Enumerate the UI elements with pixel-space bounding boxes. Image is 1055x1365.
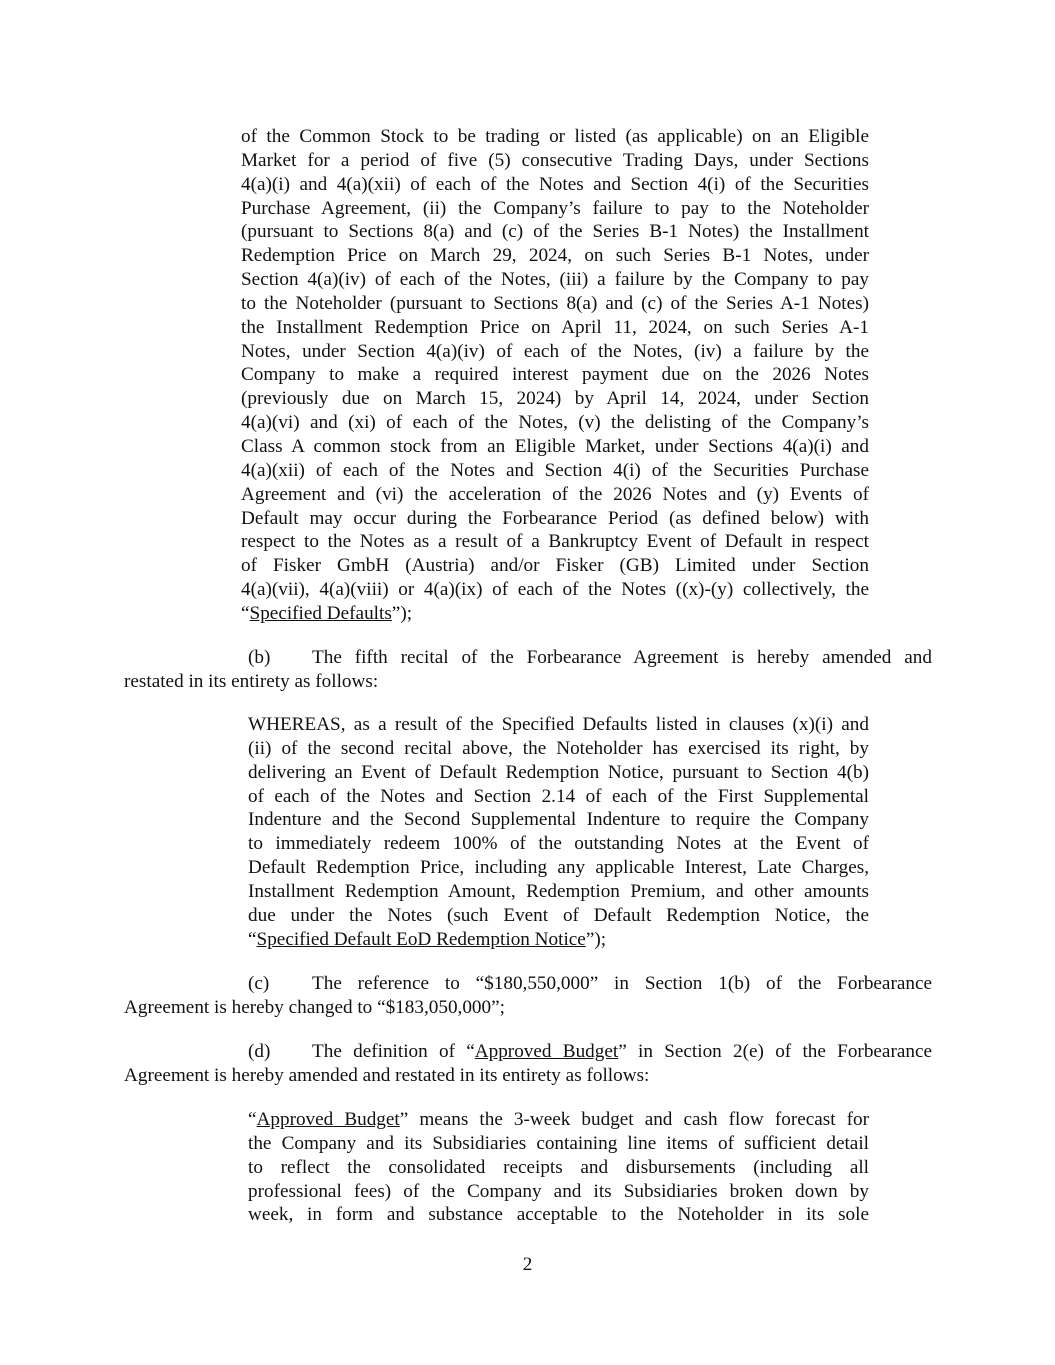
text-line: 4(a)(xii) of each of the Notes and Section 4(i) of the Securities Purchase (241, 459, 869, 481)
text-line: professional fees) of the Company and its Subsidiaries broken down by (248, 1180, 869, 1202)
text-line: Market for a period of five (5) consecutive Trading Days, under Sections (241, 149, 869, 171)
defined-term-approved-budget: Approved Budget (256, 1109, 400, 1130)
text-line: the Company and its Subsidiaries containing line items of sufficient detail (248, 1132, 869, 1154)
close-quote: ”); (585, 928, 607, 950)
text-line: 4(a)(vi) and (xi) of each of the Notes, (v) the delisting of the Company’s (241, 412, 869, 434)
text-line: Default Redemption Price, including any applicable Interest, Late Charges, (248, 857, 869, 879)
text-line: Agreement is hereby changed to “$183,050,000”; (124, 996, 505, 1018)
paragraph-text: The reference to “$180,550,000” in Section 1(b) of the Forbearance (312, 973, 932, 994)
text-line: Purchase Agreement, (ii) the Company’s failure to pay to the Noteholder (241, 197, 869, 219)
text-line: 4(a)(vii), 4(a)(viii) or 4(a)(ix) of each of the Notes ((x)-(y) collectively, the (241, 579, 869, 601)
paragraph-d (124, 1040, 932, 1088)
paragraph-c (124, 972, 932, 1020)
close-quote: ”); (391, 602, 413, 624)
text-line (248, 928, 869, 952)
open-quote: “ (241, 602, 250, 624)
text-line: due under the Notes (such Event of Default Redemption Notice, the (248, 904, 869, 926)
paragraph-label: (b) (248, 647, 271, 668)
text-line: of each of the Notes and Section 2.14 of each of the First Supplemental (248, 785, 869, 807)
definition-text: ” means the 3-week budget and cash flow forecast for (399, 1109, 869, 1130)
text-line: (pursuant to Sections 8(a) and (c) of the Series B-1 Notes) the Installment (241, 221, 869, 243)
text-line: Installment Redemption Amount, Redemption Premium, and other amounts (248, 880, 869, 902)
text-line: respect to the Notes as a result of a Bankruptcy Event of Default in respect (241, 531, 869, 553)
page-number: 2 (522, 1254, 533, 1275)
text-line: of Fisker GmbH (Austria) and/or Fisker (GB) Limited under Section (241, 555, 869, 577)
text-line: the Installment Redemption Price on April 11, 2024, on such Series A-1 (241, 316, 869, 338)
block-quote-approved-budget (248, 1108, 869, 1227)
text-line: of the Common Stock to be trading or listed (as applicable) on an Eligible (241, 126, 869, 147)
text-line: Agreement and (vi) the acceleration of the 2026 Notes and (y) Events of (241, 483, 869, 505)
text-line: 4(a)(i) and 4(a)(xii) of each of the Notes and Section 4(i) of the Securities (241, 173, 869, 195)
text-line: to reflect the consolidated receipts and disbursements (including all (248, 1156, 869, 1178)
paragraph-b (124, 646, 932, 694)
text-line: (ii) of the second recital above, the Noteholder has exercised its right, by (248, 737, 869, 759)
open-quote: “ (248, 1109, 257, 1130)
defined-term-specified-defaults: Specified Defaults (249, 602, 392, 624)
paragraph-text: The fifth recital of the Forbearance Agreement is hereby amended and (312, 647, 932, 668)
paragraph-text: ” in Section 2(e) of the Forbearance (618, 1041, 932, 1062)
text-line (248, 1108, 869, 1132)
paragraph-text: The definition of “ (312, 1041, 475, 1062)
text-line: Section 4(a)(iv) of each of the Notes, (iii) a failure by the Company to pay (241, 269, 869, 291)
text-line: Company to make a required interest payment due on the 2026 Notes (241, 364, 869, 386)
block-quote-whereas (248, 713, 869, 951)
text-line: restated in its entirety as follows: (124, 670, 379, 692)
text-line (241, 602, 869, 626)
text-line: Notes, under Section 4(a)(iv) of each of the Notes, (iv) a failure by the (241, 340, 869, 362)
text-line: week, in form and substance acceptable to the Noteholder in its sole (248, 1204, 869, 1226)
text-line: delivering an Event of Default Redemption Notice, pursuant to Section 4(b) (248, 761, 869, 783)
text-line (124, 972, 932, 996)
text-line (124, 646, 932, 670)
text-line: Class A common stock from an Eligible Market, under Sections 4(a)(i) and (241, 435, 869, 457)
text-line: Default may occur during the Forbearance Period (as defined below) with (241, 507, 869, 529)
text-line: Agreement is hereby amended and restated in its entirety as follows: (124, 1064, 650, 1086)
text-line: Indenture and the Second Supplemental Indenture to require the Company (248, 809, 869, 831)
text-line: to immediately redeem 100% of the outstanding Notes at the Event of (248, 833, 869, 855)
text-line: Redemption Price on March 29, 2024, on such Series B-1 Notes, under (241, 245, 869, 267)
paragraph-label: (c) (248, 973, 270, 994)
defined-term-eod-redemption-notice: Specified Default EoD Redemption Notice (256, 928, 586, 950)
text-line: to the Noteholder (pursuant to Sections 8(a) and (c) of the Series A-1 Notes) (241, 292, 869, 314)
text-line: WHEREAS, as a result of the Specified Defaults listed in clauses (x)(i) and (248, 714, 869, 735)
text-line (124, 1040, 932, 1064)
block-quote-specified-defaults (241, 125, 869, 626)
open-quote: “ (248, 928, 257, 950)
defined-term-approved-budget: Approved Budget (474, 1041, 619, 1062)
paragraph-label: (d) (248, 1041, 271, 1062)
text-line: (previously due on March 15, 2024) by April 14, 2024, under Section (241, 388, 869, 410)
